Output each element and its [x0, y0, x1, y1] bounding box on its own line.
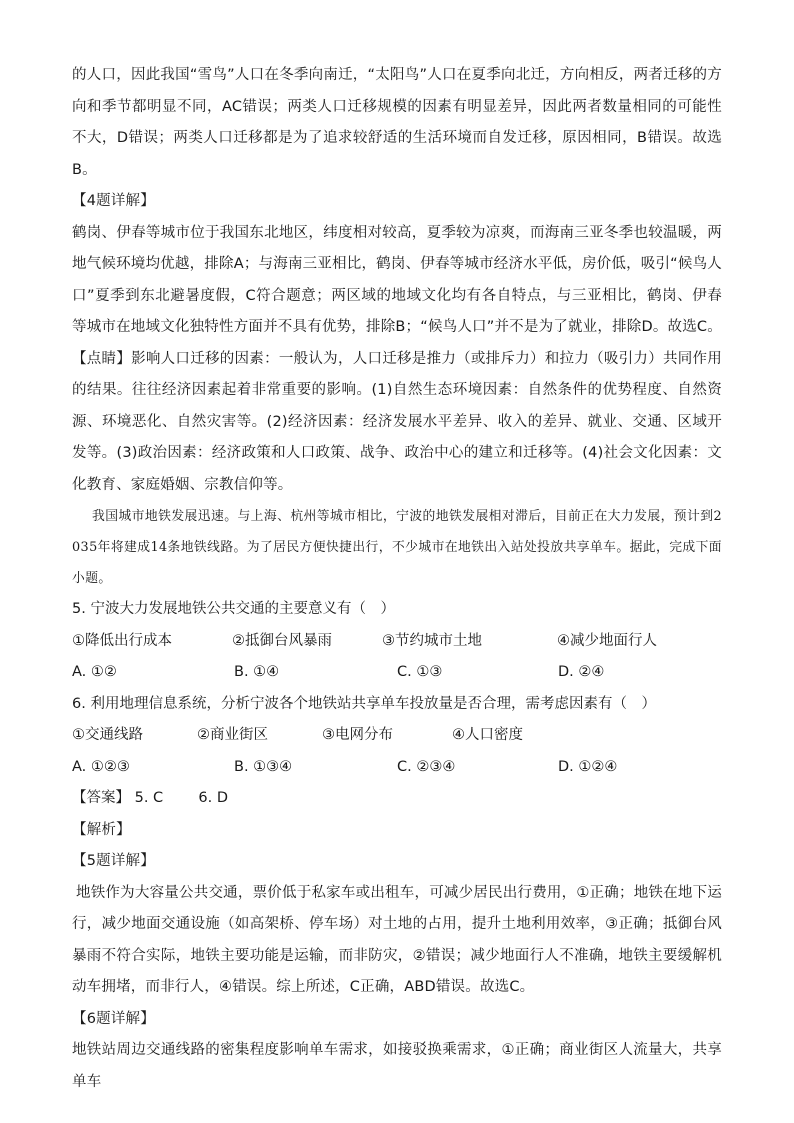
- item: ③电网分布: [322, 727, 393, 743]
- item: ②商业街区: [197, 727, 268, 743]
- question-6: [72, 689, 722, 784]
- analysis-label: 【解析】: [72, 821, 131, 838]
- choice-d: D. ②④: [558, 664, 605, 680]
- question-stem: 5. 宁波大力发展地铁公共交通的主要意义有（ ）: [72, 601, 395, 617]
- item: ③节约城市土地: [382, 632, 482, 649]
- document-page: [72, 60, 722, 1098]
- answer-choices: [72, 657, 722, 689]
- answer-6: 6. D: [198, 790, 229, 806]
- paragraph-q4-explanation: 鹤岗、伊春等城市位于我国东北地区，纬度相对较高，夏季较为凉爽，而海南三亚冬季也较温暖，两地气候环境均优越，排除A；与海南三亚相比，鹤岗、伊春等城市经济水平低，房价低，吸引“候鸟人口”夏季到东北避暑度假，C符合题意；两区域的地域文化均有各自特点，与三亚相比，鹤岗、伊春等城市在地域文化独特性方面并不具有优势，排除B；“候鸟人口”并不是为了就业，排除D。故选C。: [72, 224, 722, 335]
- item: ①交通线路: [72, 727, 143, 743]
- choice-b: B. ①④: [234, 664, 280, 680]
- choice-a: A. ①②③: [72, 758, 130, 775]
- question-items: [72, 626, 722, 658]
- item: ④减少地面行人: [557, 632, 657, 649]
- answer-choices: [72, 752, 722, 784]
- question-items: [72, 720, 722, 752]
- question-stem: 6. 利用地理信息系统，分析宁波各个地铁站共享单车投放量是否合理，需考虑因素有（ ）: [72, 695, 656, 712]
- heading-q6-explanation: 【6题详解】: [72, 1010, 155, 1027]
- item: ④人口密度: [452, 727, 523, 743]
- paragraph-q5-explanation: 地铁作为大容量公共交通，票价低于私家车或出租车，可减少居民出行费用，①正确；地铁在地下运行，减少地面交通设施（如高架桥、停车场）对土地的占用，提升土地利用效率，③正确；抵御台风暴雨不符合实际，地铁主要功能是运输，而非防灾，②错误；减少地面行人不准确，地铁主要缓解机动车拥堵，而非行人，④错误。综上所述，C正确，ABD错误。故选C。: [72, 884, 722, 995]
- choice-d: D. ①②④: [558, 758, 618, 775]
- item: ①降低出行成本: [72, 632, 172, 649]
- question-5: [72, 594, 722, 689]
- paragraph-q3-explanation-end: 的人口，因此我国“雪鸟”人口在冬季向南迁，“太阳鸟”人口在夏季向北迁，方向相反，两者迁移的方向和季节都明显不同，AC错误；两类人口迁移规模的因素有明显差异，因此两者数量相同的可能性不大，D错误；两类人口迁移都是为了追求较舒适的生活环境而自发迁移，原因相同，B错误。故选B。: [72, 67, 722, 178]
- heading-q5-explanation: 【5题详解】: [72, 853, 155, 869]
- heading-q4-explanation: 【4题详解】: [72, 193, 155, 209]
- choice-a: A. ①②: [72, 664, 117, 680]
- choice-c: C. ②③④: [397, 758, 456, 775]
- item: ②抵御台风暴雨: [232, 632, 332, 649]
- reading-passage: 我国城市地铁发展迅速。与上海、杭州等城市相比，宁波的地铁发展相对滞后，目前正在大力发展，预计到2035年将建成14条地铁线路。为了居民方便快捷出行，不少城市在地铁出入站处投放共享单车。据此，完成下面小题。: [72, 509, 722, 586]
- answer-label: 【答案】: [72, 790, 130, 806]
- answer-5: 5. C: [134, 790, 164, 806]
- choice-b: B. ①③④: [234, 758, 293, 775]
- paragraph-q6-explanation: 地铁站周边交通线路的密集程度影响单车需求，如接驳换乘需求，①正确；商业街区人流量大，共享单车: [72, 1042, 722, 1090]
- choice-c: C. ①③: [397, 664, 443, 680]
- key-point-note: 【点睛】影响人口迁移的因素：一般认为，人口迁移是推力（或排斥力）和拉力（吸引力）共同作用的结果。往往经济因素起着非常重要的影响。(1)自然生态环境因素：自然条件的优势程度、自然资源、环境恶化、自然灾害等。(2)经济因素：经济发展水平差异、收入的差异、就业、交通、区域开发等。(3)政治因素：经济政策和人口政策、战争、政治中心的建立和迁移等。(4)社会文化因素：文化教育、家庭婚姻、宗教信仰等。: [72, 350, 722, 493]
- answer-line: [72, 783, 722, 815]
